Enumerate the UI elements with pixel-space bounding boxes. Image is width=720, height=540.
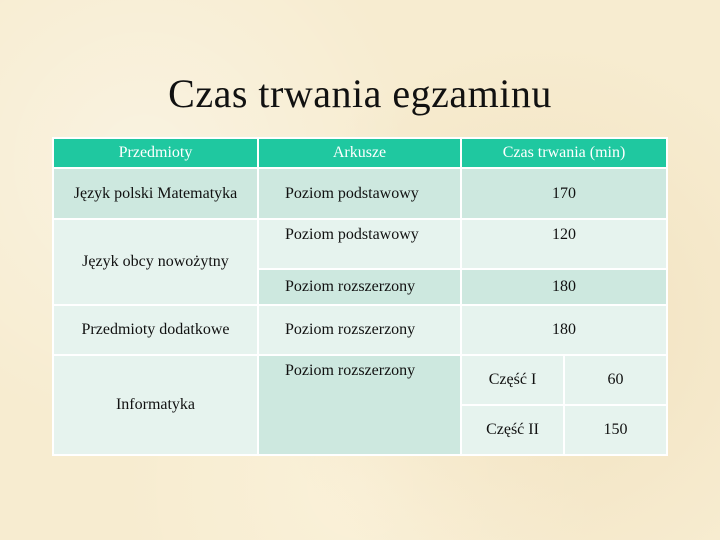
sheet-cell: Poziom podstawowy: [258, 219, 461, 269]
sheet-cell: Poziom rozszerzony: [258, 305, 461, 355]
table-row: [53, 168, 667, 219]
exam-duration-table: [52, 137, 668, 456]
subject-cell: Język obcy nowożytny: [53, 219, 258, 305]
subject-cell: Informatyka: [53, 355, 258, 455]
part-duration-cell: 150: [564, 405, 667, 455]
duration-cell: 180: [461, 305, 667, 355]
duration-cell: 170: [461, 168, 667, 219]
header-row: [53, 138, 667, 168]
subject-cell: Przedmioty dodatkowe: [53, 305, 258, 355]
sheet-cell: Poziom rozszerzony: [258, 355, 461, 455]
part-label-cell: Część II: [461, 405, 564, 455]
subject-cell: Język polski Matematyka: [53, 168, 258, 219]
part-label-cell: Część I: [461, 355, 564, 405]
header-duration: Czas trwania (min): [461, 138, 667, 168]
part-duration-cell: 60: [564, 355, 667, 405]
table-row: [53, 219, 667, 269]
slide-title: Czas trwania egzaminu: [168, 71, 552, 116]
table-row: [53, 305, 667, 355]
header-subjects: Przedmioty: [53, 138, 258, 168]
table-row: [53, 355, 667, 405]
duration-cell: 120: [461, 219, 667, 269]
sheet-cell: Poziom rozszerzony: [258, 269, 461, 305]
header-sheets: Arkusze: [258, 138, 461, 168]
sheet-cell: Poziom podstawowy: [258, 168, 461, 219]
duration-cell: 180: [461, 269, 667, 305]
